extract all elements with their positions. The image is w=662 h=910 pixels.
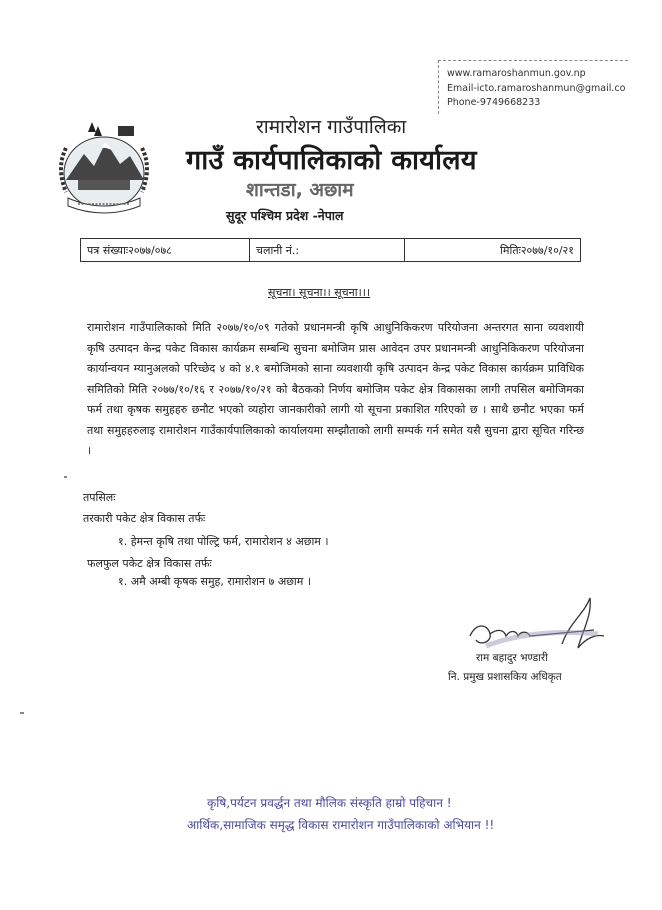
email-link[interactable]: Email-icto.ramaroshanmun@gmail.co (447, 82, 626, 94)
reference-table (80, 238, 581, 262)
dispatch-number: चलानी नं.: (249, 239, 404, 261)
fruit-section-heading: फलफुल पकेट क्षेत्र विकास तर्फः (87, 557, 212, 570)
schedule-label: तपसिलः (83, 491, 116, 504)
province-name: सुदूर पश्चिम प्रदेश -नेपाल (226, 208, 344, 223)
scan-speck (64, 476, 67, 478)
notice-body: रामारोशन गाउँपालिकाको मिति २०७७/१०/०९ गतेको प्रधानमन्त्री कृषि आधुनिकिकरण परियोजना अन्तरगत साना व्यवशायी कृषि उत्पादन केन्द्र पकेट विकास कार्यक्रम सम्बन्धि सुचना बमोजिम प्रास आवेदन उपर प्रधानमन्त्री आधुनिकिकरण परियोजना कार्यान्वयन म्यानुअलको परिच्छेद ४ को ४.१ बमोजिमको साना व्यवशायी कृषि उत्पादन केन्द्र पकेट विकास कार्यक्रम प्राविधिक समितिको मिति २०७७/१०/१६ र २०७७/१०/२१ को बैठकको निर्णय बमोजिम पकेट क्षेत्र विकासका लागी तपसिल बमोजिमका फर्म तथा कृषक समुहहरु छनौट भएको व्यहोरा जानकारीको लागी यो सूचना प्रकाशित गरिएको छ । साथै छनौट भएका फर्म तथा समुहहरुलाइ रामारोशन गाउँकार्यपालिकाको कार्यालयमा सम्झौताको लागी सम्पर्क गर्न समेत यसै सुचना द्वारा सूचित गरिन्छ । (87, 321, 584, 457)
signatory-title: नि. प्रमुख प्रशासकिय अधिकृत (448, 671, 562, 683)
footer-slogan-1: कृषि,पर्यटन प्रवर्द्धन तथा मौलिक संस्कृति हाम्रो पहिचान ! (207, 796, 452, 810)
notice-title: सूचना। सूचना।। सूचना।।। (268, 286, 371, 299)
letter-number: पत्र संख्याः२०७७/०७८ (87, 243, 172, 257)
phone-text: Phone-9749668233 (447, 97, 541, 108)
vegetable-item: १. हेमन्त कृषि तथा पोल्ट्रि फर्म, रामारोशन ४ अछाम । (118, 535, 329, 548)
letter-date: मितिः२०७७/१०/२१ (404, 239, 580, 261)
signatory-name: राम बहादुर भण्डारी (476, 652, 548, 664)
fruit-item: १. अमै अम्बी कृषक समुह, रामारोशन ७ अछाम । (118, 575, 312, 588)
district-name: शान्तडा, अछाम (246, 179, 354, 201)
municipality-name: रामारोशन गाउँपालिका (256, 116, 407, 138)
office-title: गाउँ कार्यपालिकाको कार्यालय (186, 145, 477, 176)
vegetable-section-heading: तरकारी पकेट क्षेत्र विकास तर्फः (83, 512, 206, 525)
nepal-coat-of-arms-icon (48, 118, 160, 218)
scan-speck (20, 712, 24, 714)
footer-slogan-2: आर्थिक,सामाजिक समृद्ध विकास रामारोशन गाउँपालिकाको अभियान !! (187, 818, 495, 832)
website-link[interactable]: www.ramaroshanmun.gov.np (447, 68, 586, 79)
contact-box (438, 60, 628, 114)
